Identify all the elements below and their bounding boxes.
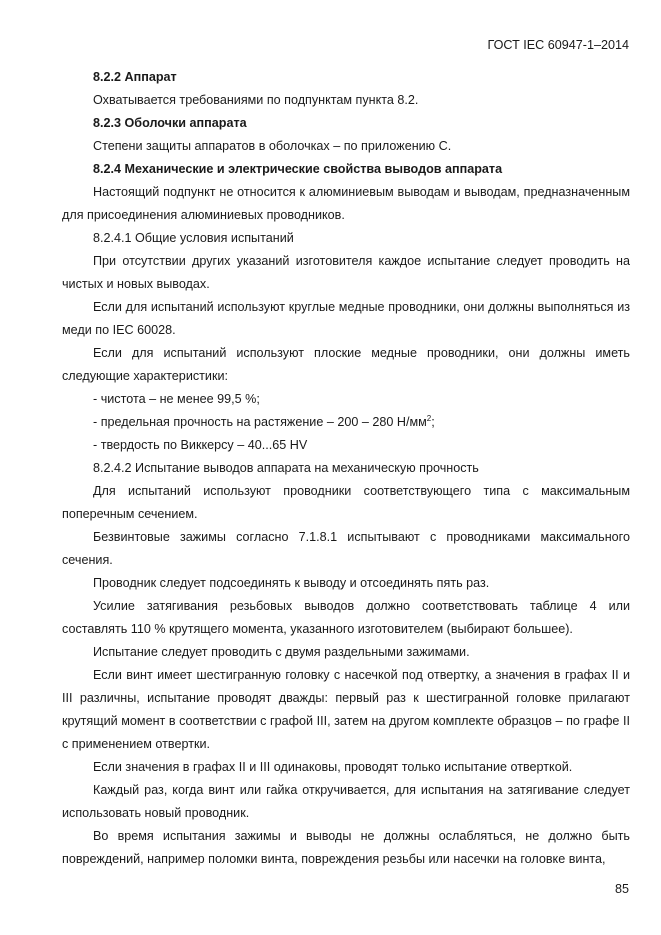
paragraph: Настоящий подпункт не относится к алюминиевым выводам и выводам, предназначенным для присоединения алюминиевых проводников. [62,185,630,222]
paragraph: Степени защиты аппаратов в оболочках – по приложению С. [93,139,452,153]
paragraph: Безвинтовые зажимы согласно 7.1.8.1 испытывают с проводниками максимального сечения. [62,530,630,567]
paragraph: Для испытаний используют проводники соответствующего типа с максимальным поперечным сечением. [62,484,630,521]
list-item: - чистота – не менее 99,5 %; [93,392,260,406]
page-number: 85 [614,882,629,896]
paragraph: Охватывается требованиями по подпунктам пункта 8.2. [93,93,419,107]
list-item: - твердость по Виккерсу – 40...65 HV [93,438,308,452]
paragraph: Если для испытаний используют плоские медные проводники, они должны иметь следующие характеристики: [62,346,630,383]
paragraph: Если для испытаний используют круглые медные проводники, они должны выполняться из меди по IEC 60028. [62,300,630,337]
paragraph: Испытание следует проводить с двумя раздельными зажимами. [93,645,470,659]
subsection-title: 8.2.4.2 Испытание выводов аппарата на механическую прочность [93,461,479,475]
subsection-title: 8.2.4.1 Общие условия испытаний [93,231,294,245]
page-body [62,66,630,871]
paragraph: Усилие затягивания резьбовых выводов должно соответствовать таблице 4 или составлять 110 % крутящего момента, указанного изготовителем (выбирают большее). [62,599,630,636]
paragraph: Проводник следует подсоединять к выводу и отсоединять пять раз. [93,576,490,590]
section-heading: 8.2.4 Механические и электрические свойства выводов аппарата [93,162,503,176]
paragraph: При отсутствии других указаний изготовителя каждое испытание следует проводить на чистых и новых выводах. [62,254,630,291]
paragraph: Каждый раз, когда винт или гайка откручивается, для испытания на затягивание следует использовать новый проводник. [62,783,630,820]
document-code: ГОСТ IEC 60947-1–2014 [487,38,629,52]
paragraph: Во время испытания зажимы и выводы не должны ослабляться, не должно быть повреждений, например поломки винта, повреждения резьбы или насечки на головке винта, [62,829,630,866]
section-heading: 8.2.2 Аппарат [93,70,177,84]
paragraph: Если значения в графах II и III одинаковы, проводят только испытание отверткой. [93,760,573,774]
paragraph: Если винт имеет шестигранную головку с насечкой под отвертку, а значения в графах II и III различны, испытание проводят дважды: первый раз к шестигранной головке прилагают крутящий момент в соответствии с графой III, затем на другом комплекте образцов – по графе II с применением отвертки. [62,668,630,751]
section-heading: 8.2.3 Оболочки аппарата [93,116,247,130]
list-item: - предельная прочность на растяжение – 200 – 280 $Н/мм^2$; [93,414,435,429]
